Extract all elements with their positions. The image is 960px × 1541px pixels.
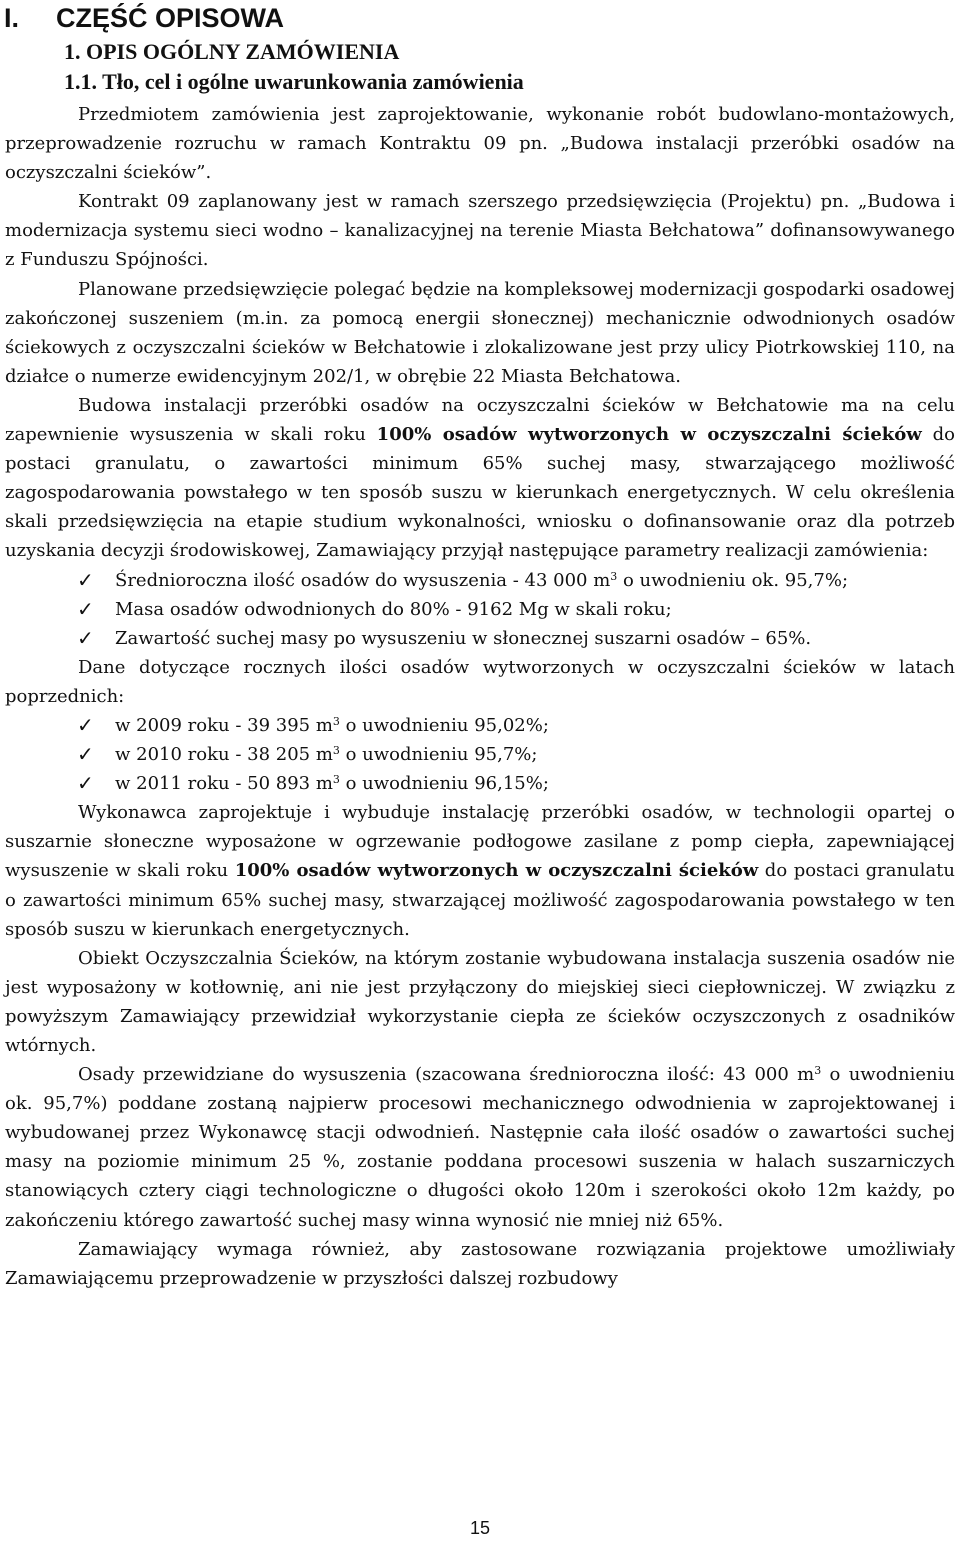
paragraph-contract: Kontrakt 09 zaplanowany jest w ramach szerszego przedsięwzięcia (Projektu) pn. „Budowa i modernizacja systemu sieci wodno – kanalizacyjnej na terenie Miasta Bełchatowa” dofinansowywanego z Funduszu Spójności. [5,191,955,271]
text-run: Masa osadów odwodnionych do 80% - 9162 Mg w skali roku; [115,598,672,620]
checkmark-icon: ✓ [77,771,94,796]
checkmark-icon: ✓ [77,742,94,767]
chapter-heading: 1. OPIS OGÓLNY ZAMÓWIENIA [64,39,400,64]
superscript: 3 [814,1064,822,1078]
text-run: Średnioroczna ilość osadów do wysuszenia - 43 000 m [115,569,611,591]
list-item [77,595,955,624]
list-item [77,740,955,769]
paragraph-planned-project: Planowane przedsięwzięcie polegać będzie na kompleksowej modernizacji gospodarki osadowej zakończonej suszeniem (m.in. za pomocą energii słonecznej) mechanicznie odwodnionych osadów ściekowych z oczyszczalni ścieków w Bełchatowie i zlokalizowane jest przy ulicy Piotrkowskiej 110, na działce o numerze ewidencyjnym 202/1, w obrębie 22 Miasta Bełchatowa. [5,278,955,387]
page-number: 15 [469,1518,491,1538]
checkmark-icon: ✓ [77,567,94,592]
superscript: 3 [332,773,340,787]
subchapter-heading: 1.1. Tło, cel i ogólne uwarunkowania zamówienia [64,69,524,94]
text-run: o uwodnieniu ok. 95,7%) poddane zostaną najpierw procesowi mechanicznego odwodnienia w zaprojektowanej i wybudowanej przez Wykonawcę stacji odwodnień. Następnie cała ilość osadów o zawartości suchej masy na poziomie minimum 25 %, zostanie poddana procesowi suszenia w halach suszarniczych stanowiących cztery ciągi technologiczne o długości około 120m i szerokości około 12m każdy, po zakończeniu którego zawartość suchej masy winna wynosić nie mniej niż 65%. [5,1064,955,1231]
list-item [77,769,955,798]
text-run: o uwodnieniu ok. 95,7%; [617,569,849,591]
parameters-list [5,566,955,653]
superscript: 3 [610,569,618,583]
text-run: w 2010 roku - 38 205 m [115,744,333,766]
paragraph-sludge-process [5,1060,955,1235]
paragraph-expansion: Zamawiający wymaga również, aby zastosowane rozwiązania projektowe umożliwiały Zamawiającemu przeprowadzenie w przyszłości dalszej rozbudowy [5,1238,955,1289]
text-run: Osady przewidziane do wysuszenia (szacowana średnioroczna ilość: 43 000 m [78,1064,815,1086]
section-heading [4,2,284,34]
checkmark-icon: ✓ [77,712,94,737]
section-title: CZĘŚĆ OPISOWA [56,3,285,33]
checkmark-icon: ✓ [77,596,94,621]
text-run: do postaci granulatu o zawartości minimum 65% suchej masy, stwarzającej możliwość zagospodarowania powstałego w ten sposób suszu w kierunkach energetycznych. [5,860,955,940]
text-run: do postaci granulatu, o zawartości minimum 65% suchej masy, stwarzającego możliwość zagospodarowania powstałego w ten sposób suszu w kierunkach energetycznych. W celu określenia skali przedsięwzięcia na etapie studium wykonalności, wniosku o dofinansowanie oraz dla potrzeb uzyskania decyzji środowiskowej, Zamawiający przyjął następujące parametry realizacji zamówienia: [5,424,955,562]
paragraph-contractor [5,798,955,943]
checkmark-icon: ✓ [77,625,94,650]
list-item [77,624,955,653]
section-number: I. [4,3,20,33]
paragraph-goal [5,391,955,566]
list-item [77,566,955,595]
text-run: w 2011 roku - 50 893 m [115,773,333,795]
document-body [5,100,955,1293]
bold-text-run: 100% osadów wytworzonych w oczyszczalni ścieków [376,424,922,446]
paragraph-heating: Obiekt Oczyszczalnia Ścieków, na którym zostanie wybudowana instalacja suszenia osadów nie jest wyposażony w kotłownię, ani nie jest przyłączony do miejskiej sieci ciepłowniczej. W związku z powyższym Zamawiający przewidział wykorzystanie ciepła ze ścieków oczyszczonych z osadników wtórnych. [5,947,955,1056]
paragraph-subject: Przedmiotem zamówienia jest zaprojektowanie, wykonanie robót budowlano-montażowych, przeprowadzenie rozruchu w ramach Kontraktu 09 pn. „Budowa instalacji przeróbki osadów na oczyszczalni ścieków”. [5,104,955,184]
superscript: 3 [332,744,340,758]
text-run: Budowa instalacji przeróbki osadów na oczyszczalni ścieków w Bełchatowie ma na celu zapewnienie wysuszenia w skali roku [5,394,955,446]
years-list [5,711,955,798]
text-run: w 2009 roku - 39 395 m [115,714,333,736]
list-item [77,711,955,740]
paragraph-previous-years: Dane dotyczące rocznych ilości osadów wytworzonych w oczyszczalni ścieków w latach poprzednich: [5,656,955,707]
text-run: o uwodnieniu 96,15%; [339,773,549,795]
bold-text-run: 100% osadów wytworzonych w oczyszczalni ścieków [234,860,759,882]
text-run: o uwodnieniu 95,02%; [339,714,549,736]
text-run: o uwodnieniu 95,7%; [339,744,538,766]
text-run: Wykonawca zaprojektuje i wybuduje instalację przeróbki osadów, w technologii opartej o suszarnie słoneczne wyposażone w ogrzewanie podłogowe zasilane z pomp ciepła, zapewniającej wysuszenie w skali roku [5,802,955,882]
text-run: Zawartość suchej masy po wysuszeniu w słonecznej suszarni osadów – 65%. [115,627,812,649]
superscript: 3 [332,714,340,728]
